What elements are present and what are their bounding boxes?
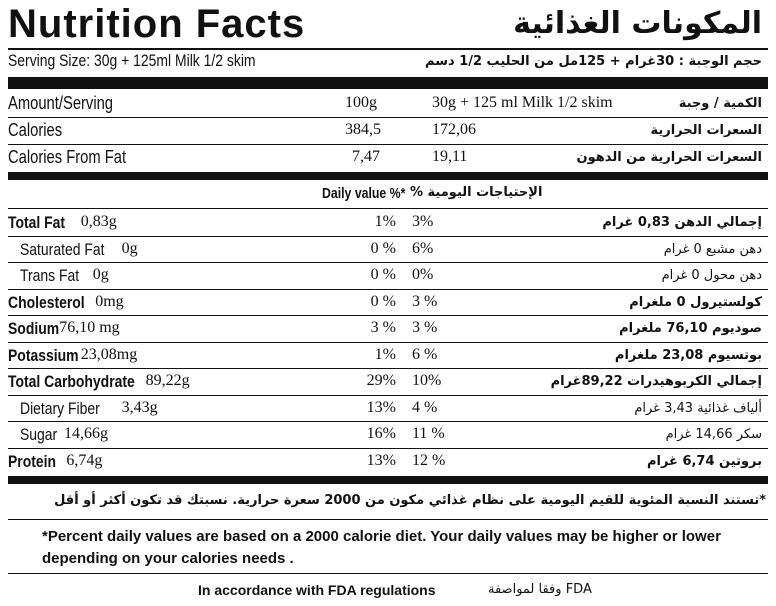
nutrient-dv1: 3 % <box>370 319 396 336</box>
divider <box>8 519 768 520</box>
nutrient-label: Sodium <box>8 319 60 338</box>
nutrient-value: 89,22g <box>145 372 190 389</box>
divider <box>8 315 768 316</box>
nutrient-dv1: 1% <box>374 345 396 363</box>
divider <box>8 289 768 290</box>
nutrient-value: 14,66g <box>64 425 108 442</box>
nutrient-dv1: 16% <box>366 425 396 442</box>
nutrient-label: Cholesterol <box>8 292 85 312</box>
nutrient-dv2: 3 % <box>412 319 438 336</box>
nutrient-label: Dietary Fiber <box>20 398 100 418</box>
divider <box>8 236 768 237</box>
calories-col1: 384,5 <box>345 121 381 138</box>
divider <box>8 208 768 209</box>
daily-value-header-en: Daily value %* <box>322 185 406 202</box>
thick-bar <box>8 77 768 89</box>
nutrient-dv1: 0 % <box>370 239 396 257</box>
nutrient-label: Total Carbohydrate <box>8 372 135 391</box>
divider <box>8 448 768 449</box>
divider <box>8 342 768 343</box>
nutrient-dv1: 29% <box>366 372 396 389</box>
thick-bar <box>8 476 768 484</box>
divider <box>8 368 768 369</box>
fat-calories-col1: 7,47 <box>352 148 380 165</box>
nutrient-label: Trans Fat <box>20 266 80 285</box>
nutrient-dv2: 12 % <box>412 451 446 469</box>
amount-col1: 100g <box>345 94 377 111</box>
nutrient-dv2: 6% <box>412 239 434 257</box>
divider <box>8 262 768 263</box>
nutrient-dv2: 6 % <box>412 345 438 363</box>
nutrient-label: Potassium <box>8 345 79 365</box>
fat-calories-ar: السعرات الحرارية من الدهون <box>576 150 762 165</box>
nutrient-dv1: 13% <box>366 398 396 416</box>
nutrient-value: 0,83g <box>80 213 117 230</box>
nutrient-label: Protein <box>8 451 57 471</box>
thick-bar <box>8 172 768 180</box>
nutrient-dv1: 13% <box>366 451 396 469</box>
title-en: Nutrition Facts <box>8 2 306 46</box>
nutrient-dv1: 0 % <box>370 292 396 310</box>
fda-en: In accordance with FDA regulations <box>198 582 436 598</box>
nutrient-ar: إجمالي الدهن 0,83 غرام <box>602 215 762 230</box>
fda-ar: FDA وفقا لمواصفة <box>488 582 592 597</box>
nutrient-value: 23,08mg <box>80 345 138 363</box>
serving-ar: حجم الوجبة : 30غرام + 125مل من الحليب 1/2 دسم <box>425 54 762 69</box>
nutrient-value: 3,43g <box>121 398 158 416</box>
nutrient-ar: دهن مشبع 0 غرام <box>663 241 762 257</box>
nutrient-dv1: 1% <box>374 213 396 230</box>
nutrient-ar: سكر 14,66 غرام <box>665 427 762 442</box>
calories-ar: السعرات الحرارية <box>650 123 762 138</box>
nutrient-label: Saturated Fat <box>20 239 105 259</box>
nutrient-value: 6,74g <box>66 451 103 469</box>
nutrient-dv2: 0% <box>412 266 434 283</box>
amount-ar: الكمية / وجبة <box>678 96 762 111</box>
nutrient-label: Total Fat <box>8 213 66 232</box>
calories-col2: 172,06 <box>432 121 476 138</box>
title-ar: المكونات الغذائية <box>513 6 762 41</box>
nutrient-value: 0g <box>121 239 138 257</box>
nutrient-ar: ألياف غذائية 3,43 غرام <box>634 400 762 416</box>
nutrient-dv2: 3% <box>412 213 434 230</box>
nutrient-dv2: 11 % <box>412 425 445 442</box>
serving-en: Serving Size: 30g + 125ml Milk 1/2 skim <box>8 51 256 70</box>
divider <box>8 421 768 422</box>
nutrient-value: 0mg <box>95 292 124 310</box>
nutrient-ar: كولستيرول 0 ملغرام <box>629 294 762 310</box>
divider <box>8 117 768 118</box>
nutrient-value: 0g <box>92 266 109 283</box>
nutrient-ar: بوتسيوم 23,08 ملغرام <box>614 347 762 363</box>
divider <box>8 395 768 396</box>
nutrient-ar: إجمالي الكربوهيدرات 89,22غرام <box>550 374 762 389</box>
nutrient-value: 76,10 mg <box>59 319 120 336</box>
fat-calories-col2: 19,11 <box>432 148 468 165</box>
nutrient-ar: صوديوم 76,10 ملغرام <box>619 321 762 336</box>
divider <box>8 144 768 145</box>
footnote-en: *Percent daily values are based on a 2000 calorie diet. Your daily values may be higher or lower depending on your calories needs . <box>42 528 721 567</box>
footnote-ar: *تستند النسبة المئوية للقيم اليومية على نظام غذائي مكون من 2000 سعرة حرارية. نسبتك قد تكون أكثر أو أقل <box>54 493 766 508</box>
nutrient-dv2: 3 % <box>412 292 438 310</box>
nutrient-dv2: 10% <box>412 372 442 389</box>
daily-value-header-ar: الإحتياجات اليومية % <box>410 185 543 200</box>
nutrient-dv1: 0 % <box>370 266 396 283</box>
nutrient-dv2: 4 % <box>412 398 438 416</box>
calories-label: Calories <box>8 120 63 140</box>
nutrient-ar: دهن محول 0 غرام <box>661 268 762 283</box>
nutrient-ar: بروتين 6,74 غرام <box>646 453 762 469</box>
nutrient-label: Sugar <box>20 425 58 444</box>
amount-label: Amount/Serving <box>8 93 114 113</box>
divider <box>8 573 768 574</box>
fat-calories-label: Calories From Fat <box>8 147 127 167</box>
amount-col2: 30g + 125 ml Milk 1/2 skim <box>432 94 613 111</box>
